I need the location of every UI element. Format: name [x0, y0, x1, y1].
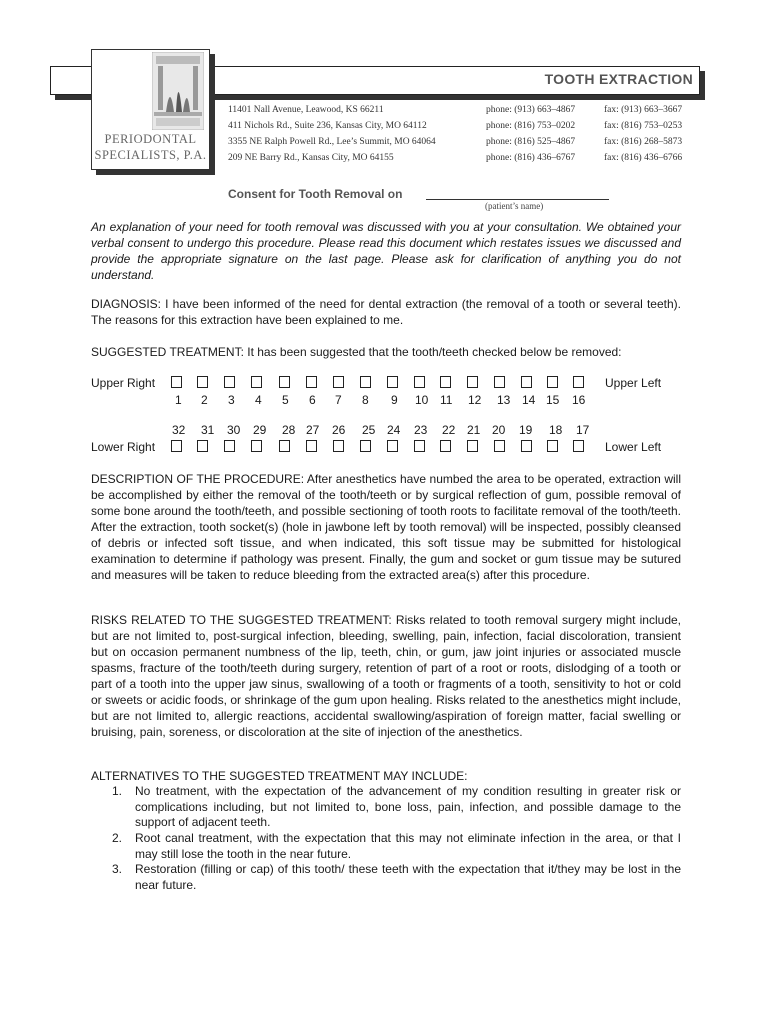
lower-tooth-checkbox-20[interactable]	[494, 440, 505, 452]
office-fax-2: fax: (816) 753–0253	[604, 121, 683, 131]
tooth-columns-icon	[152, 52, 204, 130]
upper-left-label: Upper Left	[605, 376, 662, 390]
lower-tooth-checkbox-26[interactable]	[333, 440, 344, 452]
upper-tooth-checkbox-11[interactable]	[440, 376, 451, 388]
office-address-2: 411 Nichols Rd., Suite 236, Kansas City, MO 64112	[228, 121, 427, 131]
upper-tooth-checkbox-3[interactable]	[224, 376, 235, 388]
upper-tooth-number: 4	[255, 393, 262, 407]
office-address-4: 209 NE Barry Rd., Kansas City, MO 64155	[228, 153, 394, 163]
lower-tooth-checkbox-19[interactable]	[521, 440, 532, 452]
lower-tooth-number: 26	[332, 423, 346, 437]
logo-line-1: PERIODONTAL	[104, 132, 197, 146]
patient-name-caption: (patient’s name)	[485, 201, 544, 211]
lower-tooth-number: 18	[549, 423, 563, 437]
lower-tooth-number: 24	[387, 423, 401, 437]
upper-tooth-checkbox-14[interactable]	[521, 376, 532, 388]
lower-tooth-number: 32	[172, 423, 186, 437]
upper-tooth-number: 12	[468, 393, 482, 407]
upper-tooth-number: 11	[440, 393, 453, 407]
upper-tooth-checkbox-4[interactable]	[251, 376, 262, 388]
lower-tooth-number: 17	[576, 423, 590, 437]
alternative-text: No treatment, with the expectation of the advancement of my condition resulting in greater risk or complications including, but not limited to, bone loss, pain, infection, and possible damage to the support of adjacent teeth.	[135, 784, 681, 829]
description-paragraph: DESCRIPTION OF THE PROCEDURE: After anesthetics have numbed the area to be operated, extraction will be accomplished by either the removal of the tooth/teeth or by surgical reflection of gum, possible removal of some bone around the tooth/teeth, and possible sectioning of tooth roots to facilitate removal of the tooth/teeth. After the extraction, tooth socket(s) (hole in jawbone left by tooth removal) will be inspected, possibly cleansed of debris or infected soft tissue, and when indicated, this soft tissue may be submitted for histological examination to determine if pathology was present. Finally, the gum and socket or gum tissue may be sutured and measures will be taken to reduce bleeding from the extracted area(s) after this procedure.	[91, 472, 681, 582]
lower-right-label: Lower Right	[91, 440, 156, 454]
upper-tooth-checkbox-13[interactable]	[494, 376, 505, 388]
lower-tooth-number: 28	[282, 423, 296, 437]
lower-tooth-checkbox-24[interactable]	[387, 440, 398, 452]
office-fax-4: fax: (816) 436–6766	[604, 153, 683, 163]
office-address-1: 11401 Nall Avenue, Leawood, KS 66211	[228, 105, 384, 115]
lower-tooth-checkbox-21[interactable]	[467, 440, 478, 452]
office-phone-4: phone: (816) 436–6767	[486, 153, 576, 163]
alternative-number: 3.	[112, 862, 123, 876]
upper-tooth-checkbox-12[interactable]	[467, 376, 478, 388]
alternative-item	[91, 831, 681, 863]
intro-paragraph: An explanation of your need for tooth removal was discussed with you at your consultation. We obtained your verbal consent to undergo this procedure. Please read this document which restates issues we discussed and provide the appropriate signature on the last page. Please ask for clarification of anything you do not understand.	[91, 220, 681, 282]
upper-tooth-checkbox-1[interactable]	[171, 376, 182, 388]
upper-tooth-checkbox-9[interactable]	[387, 376, 398, 388]
office-address-3: 3355 NE Ralph Powell Rd., Lee’s Summit, MO 64064	[228, 137, 436, 147]
upper-tooth-checkbox-8[interactable]	[360, 376, 371, 388]
consent-label: Consent for Tooth Removal on	[228, 187, 403, 201]
office-phone-2: phone: (816) 753–0202	[486, 121, 576, 131]
upper-tooth-checkbox-5[interactable]	[279, 376, 290, 388]
upper-tooth-number: 9	[391, 393, 398, 407]
upper-tooth-checkbox-7[interactable]	[333, 376, 344, 388]
lower-tooth-checkbox-30[interactable]	[224, 440, 235, 452]
alternatives-heading: ALTERNATIVES TO THE SUGGESTED TREATMENT MAY INCLUDE:	[91, 769, 468, 783]
upper-tooth-number: 13	[497, 393, 511, 407]
upper-tooth-number: 15	[546, 393, 560, 407]
upper-tooth-number: 1	[175, 393, 182, 407]
office-fax-3: fax: (816) 268–5873	[604, 137, 683, 147]
lower-tooth-number: 27	[306, 423, 320, 437]
lower-tooth-checkbox-31[interactable]	[197, 440, 208, 452]
suggested-treatment-paragraph: SUGGESTED TREATMENT: It has been suggested that the tooth/teeth checked below be removed:	[91, 345, 622, 359]
upper-tooth-checkbox-2[interactable]	[197, 376, 208, 388]
upper-tooth-number: 10	[415, 393, 429, 407]
lower-tooth-number: 21	[467, 423, 481, 437]
patient-name-field[interactable]	[426, 199, 609, 200]
lower-tooth-checkbox-27[interactable]	[306, 440, 317, 452]
upper-tooth-number: 8	[362, 393, 369, 407]
lower-tooth-checkbox-32[interactable]	[171, 440, 182, 452]
lower-tooth-number: 20	[492, 423, 506, 437]
upper-tooth-number: 5	[282, 393, 289, 407]
lower-left-label: Lower Left	[605, 440, 662, 454]
upper-tooth-number: 2	[201, 393, 208, 407]
office-fax-1: fax: (913) 663–3667	[604, 105, 683, 115]
lower-tooth-number: 31	[201, 423, 215, 437]
upper-tooth-number: 7	[335, 393, 342, 407]
upper-tooth-number: 6	[309, 393, 316, 407]
document-title: TOOTH EXTRACTION	[544, 71, 693, 87]
alternative-item	[91, 862, 681, 894]
alternative-text: Restoration (filling or cap) of this tooth/ these teeth with the expectation that it/they may be lost in the near future.	[135, 862, 681, 892]
upper-tooth-number: 3	[228, 393, 235, 407]
diagnosis-paragraph: DIAGNOSIS: I have been informed of the need for dental extraction (the removal of a tooth or several teeth). The reasons for this extraction have been explained to me.	[91, 297, 681, 327]
lower-tooth-checkbox-18[interactable]	[547, 440, 558, 452]
alternative-number: 1.	[112, 784, 123, 798]
upper-tooth-checkbox-6[interactable]	[306, 376, 317, 388]
lower-tooth-number: 29	[253, 423, 267, 437]
alternative-item	[91, 784, 681, 832]
logo	[91, 49, 210, 170]
logo-line-2: SPECIALISTS, P.A.	[94, 148, 207, 162]
lower-tooth-number: 22	[442, 423, 456, 437]
office-phone-3: phone: (816) 525–4867	[486, 137, 576, 147]
lower-tooth-checkbox-17[interactable]	[573, 440, 584, 452]
upper-tooth-checkbox-16[interactable]	[573, 376, 584, 388]
upper-tooth-checkbox-10[interactable]	[414, 376, 425, 388]
lower-tooth-checkbox-29[interactable]	[251, 440, 262, 452]
lower-tooth-number: 19	[519, 423, 533, 437]
lower-tooth-checkbox-25[interactable]	[360, 440, 371, 452]
alternative-text: Root canal treatment, with the expectation that this may not eliminate infection in the area, or that I may still lose the tooth in the near future.	[135, 831, 681, 861]
lower-tooth-number: 25	[362, 423, 376, 437]
alternative-number: 2.	[112, 831, 123, 845]
lower-tooth-checkbox-22[interactable]	[440, 440, 451, 452]
upper-tooth-number: 14	[522, 393, 536, 407]
office-phone-1: phone: (913) 663–4867	[486, 105, 576, 115]
upper-tooth-number: 16	[572, 393, 586, 407]
lower-tooth-number: 30	[227, 423, 241, 437]
lower-tooth-checkbox-23[interactable]	[414, 440, 425, 452]
risks-paragraph: RISKS RELATED TO THE SUGGESTED TREATMENT: Risks related to tooth removal surgery might include, but are not limited to, post-surgical infection, bleeding, swelling, pain, infection, facial discoloration, transient but on occasion permanent numbness of the lip, teeth, chin, or gum, jaw joint injuries or associated muscle spasms, fracture of the tooth/teeth during surgery, retention of part of a root or roots, dislodging of a tooth or part of a tooth into the upper jaw sinus, swallowing of a tooth or fragments of a tooth, sensitivity to hot or cold or sweets or acidic foods, or shrinkage of the gum upon healing. Risks related to the anesthetics might include, but are not limited to, allergic reactions, accidental swallowing/aspiration of foreign matter, facial swelling or bruising, pain, soreness, or discoloration at the site of injection of the anesthetics.	[91, 613, 681, 739]
upper-right-label: Upper Right	[91, 376, 156, 390]
lower-tooth-checkbox-28[interactable]	[279, 440, 290, 452]
upper-tooth-checkbox-15[interactable]	[547, 376, 558, 388]
lower-tooth-number: 23	[414, 423, 428, 437]
